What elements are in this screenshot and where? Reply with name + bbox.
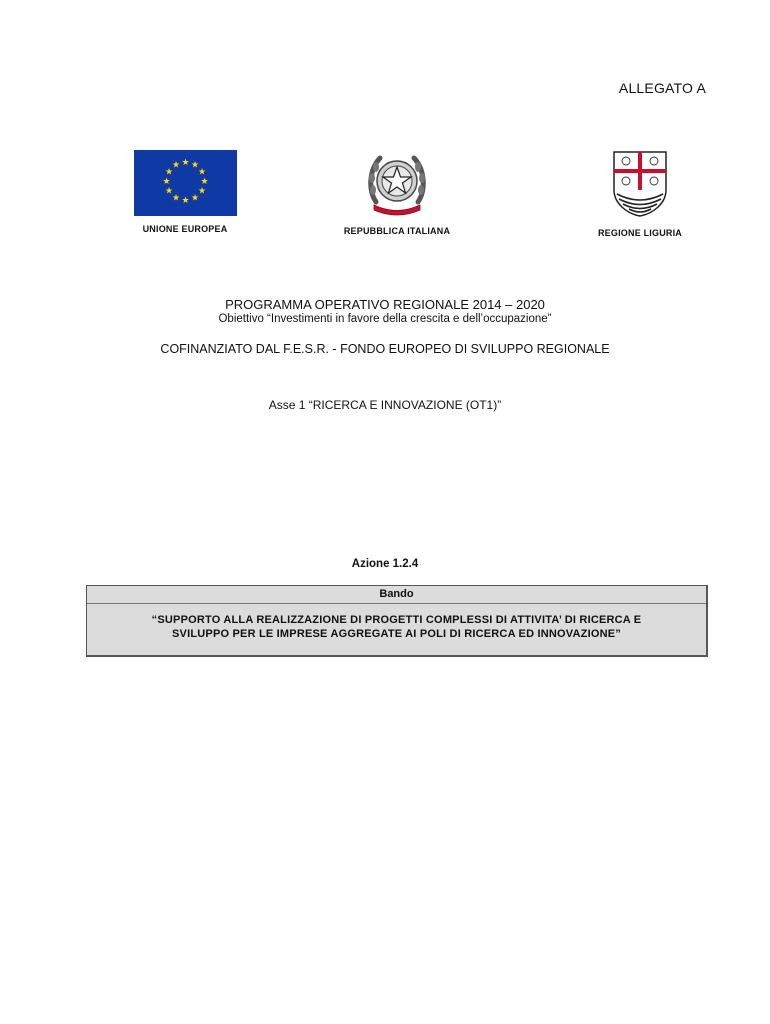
- svg-text:★: ★: [199, 177, 209, 187]
- svg-text:★: ★: [171, 160, 180, 171]
- liguria-coat-of-arms-icon: [608, 150, 672, 220]
- axis-line: Asse 1 “RICERCA E INNOVAZIONE (OT1)”: [268, 398, 502, 412]
- logo-unione-europea: [85, 150, 285, 234]
- italian-emblem-icon: [366, 150, 428, 218]
- svg-text:★: ★: [190, 160, 199, 171]
- svg-text:★: ★: [197, 167, 206, 178]
- svg-text:★: ★: [161, 177, 171, 187]
- svg-text:★: ★: [190, 193, 199, 204]
- logo-repubblica-italiana: [297, 150, 497, 236]
- call-title: [101, 613, 692, 641]
- call-label: Bando: [379, 588, 414, 600]
- logo-regione-liguria: [540, 150, 740, 238]
- call-title-line-2: SVILUPPO PER LE IMPRESE AGGREGATE AI POLI DI RICERCA ED INNOVAZIONE”: [172, 628, 621, 640]
- cofinanced-line: COFINANZIATO DAL F.E.S.R. - FONDO EUROPEO DI SVILUPPO REGIONALE: [160, 342, 610, 356]
- logo-caption-eu: UNIONE EUROPEA: [142, 224, 228, 234]
- logo-caption-liguria: REGIONE LIGURIA: [597, 228, 682, 238]
- call-box: [86, 585, 708, 657]
- action-label: Azione 1.2.4: [351, 558, 419, 570]
- programme-title: PROGRAMMA OPERATIVO REGIONALE 2014 – 2020: [225, 297, 545, 312]
- svg-text:★: ★: [164, 186, 173, 197]
- programme-subtitle: Obiettivo “Investimenti in favore della crescita e dell’occupazione”: [218, 313, 552, 325]
- svg-text:★: ★: [180, 196, 190, 206]
- svg-text:★: ★: [164, 167, 173, 178]
- svg-text:★: ★: [180, 158, 190, 168]
- call-title-line-1: “SUPPORTO ALLA REALIZZAZIONE DI PROGETTI COMPLESSI DI ATTIVITA’ DI RICERCA E: [151, 614, 642, 626]
- eu-flag-icon: [134, 150, 237, 216]
- svg-text:★: ★: [171, 193, 180, 204]
- call-divider: [87, 603, 706, 604]
- logo-caption-italia: REPUBBLICA ITALIANA: [343, 226, 451, 236]
- svg-text:★: ★: [197, 186, 206, 197]
- allegato-label: ALLEGATO A: [618, 80, 706, 96]
